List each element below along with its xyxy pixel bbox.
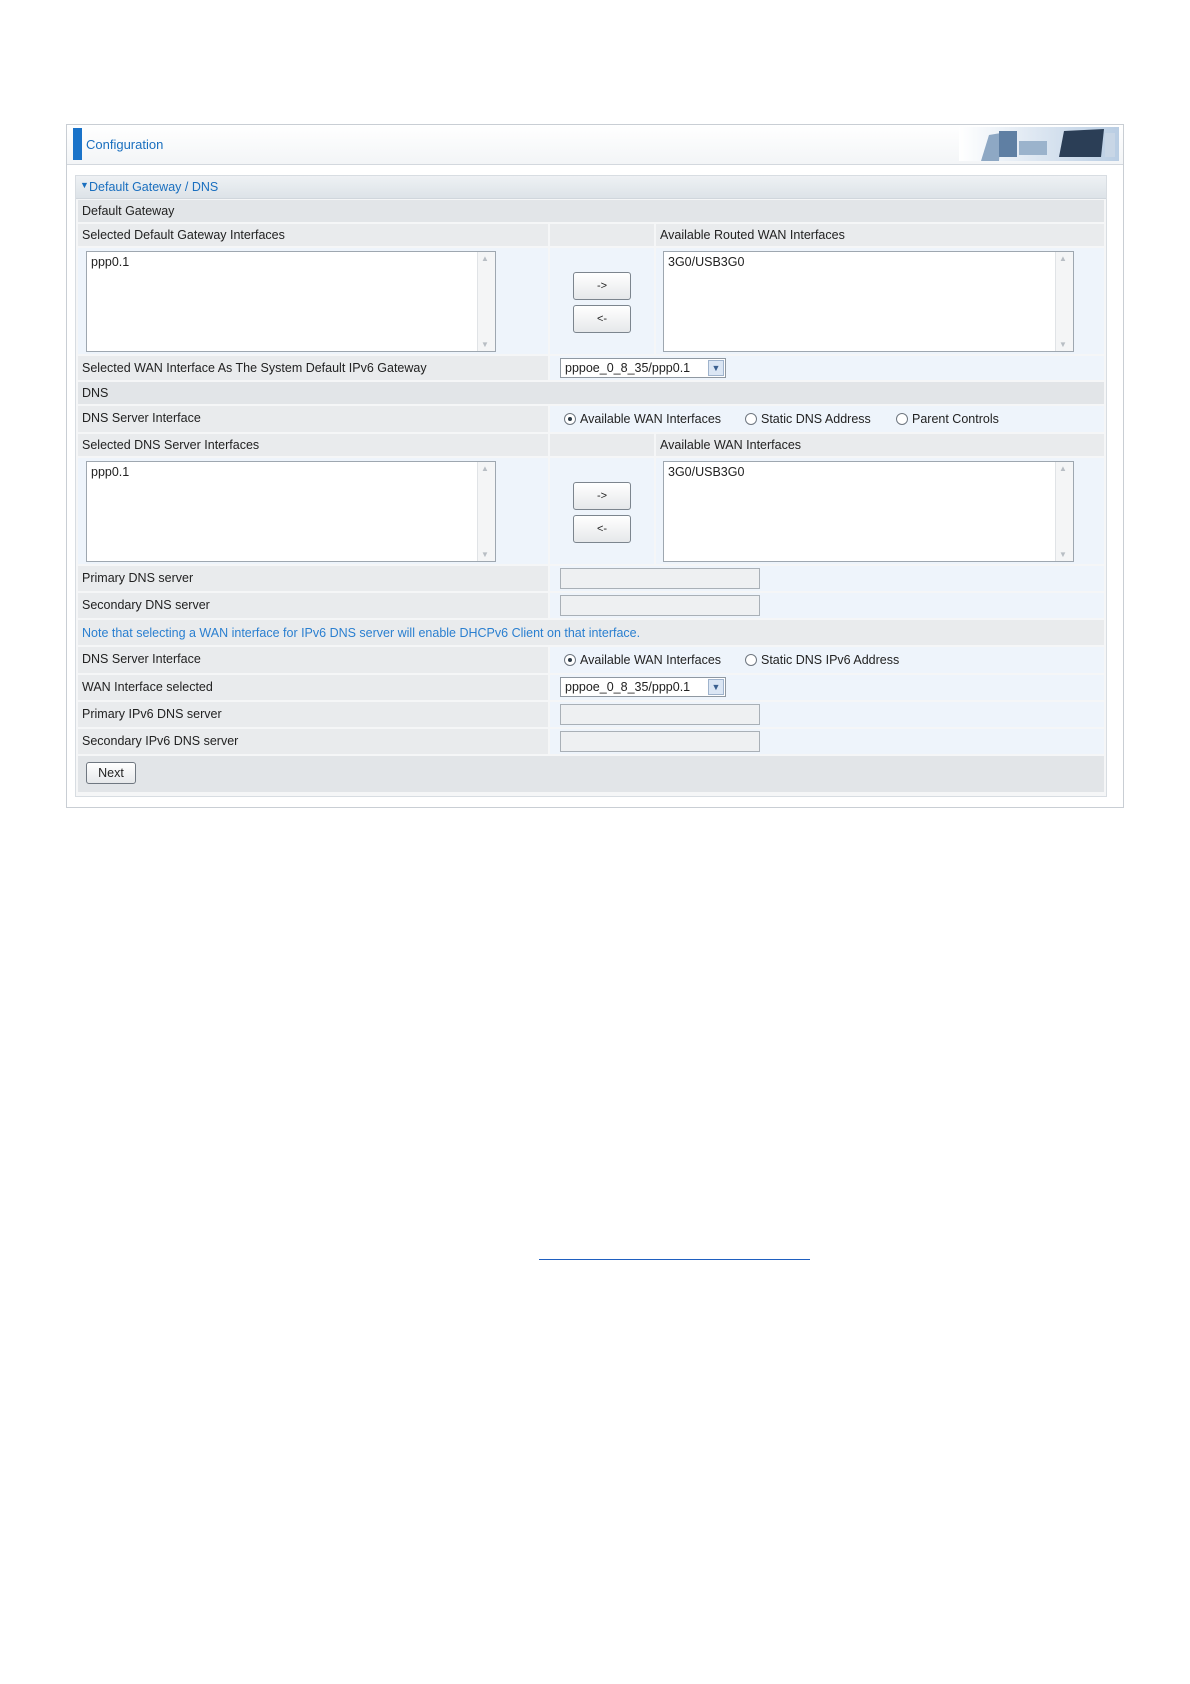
- actions-row: [78, 756, 1104, 792]
- dns-column-labels-row: [78, 434, 1104, 456]
- list-item[interactable]: ppp0.1: [91, 465, 130, 479]
- ipv6-gateway-value: pppoe_0_8_35/ppp0.1: [565, 361, 691, 375]
- title-accent-bar: [73, 128, 82, 160]
- dns-heading: DNS: [82, 386, 109, 400]
- hyperlink-underline[interactable]: [539, 1259, 810, 1260]
- dns-heading-row: [78, 382, 1104, 404]
- radio-parent-controls[interactable]: Parent Controls: [896, 412, 999, 426]
- section-title: Default Gateway / DNS: [89, 180, 219, 194]
- chevron-down-icon[interactable]: ▼: [708, 360, 724, 376]
- ipv6-dns-server-interface-label: DNS Server Interface: [82, 652, 201, 666]
- default-gateway-dns-panel: [75, 175, 1107, 797]
- move-left-button[interactable]: <-: [573, 305, 631, 333]
- ipv6-gateway-select[interactable]: [560, 358, 726, 378]
- wan-interface-select[interactable]: [560, 677, 726, 697]
- title-bar: [67, 125, 1123, 165]
- configuration-window: [66, 124, 1124, 808]
- primary-dns-row: [78, 566, 1104, 591]
- chevron-down-icon[interactable]: ▼: [708, 679, 724, 695]
- wan-interface-selected-label: WAN Interface selected: [82, 680, 213, 694]
- primary-dns-input[interactable]: [560, 568, 760, 589]
- primary-ipv6-dns-input[interactable]: [560, 704, 760, 725]
- list-item[interactable]: 3G0/USB3G0: [668, 465, 745, 479]
- ipv6-gateway-label: Selected WAN Interface As The System Default IPv6 Gateway: [82, 361, 427, 375]
- secondary-dns-input[interactable]: [560, 595, 760, 616]
- wan-interface-selected-row: [78, 675, 1104, 700]
- available-routed-wan-label: Available Routed WAN Interfaces: [660, 228, 845, 242]
- radio-available-wan[interactable]: Available WAN Interfaces: [564, 412, 721, 426]
- radio-checked-icon[interactable]: [564, 654, 576, 666]
- available-routed-wan-listbox[interactable]: [663, 251, 1074, 352]
- ipv6-dns-note-row: [78, 620, 1104, 645]
- available-wan-label: Available WAN Interfaces: [660, 438, 802, 452]
- radio-checked-icon[interactable]: [564, 413, 576, 425]
- primary-ipv6-dns-row: [78, 702, 1104, 727]
- radio-static-dns-ipv6[interactable]: Static DNS IPv6 Address: [745, 653, 899, 667]
- selected-dns-label: Selected DNS Server Interfaces: [82, 438, 260, 452]
- selected-gateway-label: Selected Default Gateway Interfaces: [82, 228, 285, 242]
- scrollbar[interactable]: ▲ ▼: [477, 252, 495, 351]
- secondary-ipv6-dns-input[interactable]: [560, 731, 760, 752]
- page-title: Configuration: [86, 137, 164, 152]
- secondary-ipv6-dns-row: [78, 729, 1104, 754]
- ipv6-dns-note: Note that selecting a WAN interface for IPv6 DNS server will enable DHCPv6 Client on that interface.: [82, 626, 641, 640]
- office-banner-icon: [959, 127, 1119, 161]
- dns-server-interface-row: [78, 406, 1104, 432]
- dns-move-right-button[interactable]: ->: [573, 482, 631, 510]
- ipv6-dns-server-interface-row: [78, 647, 1104, 673]
- scrollbar[interactable]: ▲ ▼: [1055, 462, 1073, 561]
- gateway-column-labels-row: [78, 224, 1104, 246]
- dns-move-left-button[interactable]: <-: [573, 515, 631, 543]
- default-gateway-heading: Default Gateway: [82, 204, 175, 218]
- ipv6-gateway-row: [78, 356, 1104, 380]
- scrollbar[interactable]: ▲ ▼: [1055, 252, 1073, 351]
- dns-server-interface-label: DNS Server Interface: [82, 411, 201, 425]
- selected-gateway-listbox[interactable]: [86, 251, 496, 352]
- default-gateway-heading-row: [78, 200, 1104, 222]
- move-right-button[interactable]: ->: [573, 272, 631, 300]
- next-button[interactable]: Next: [86, 762, 136, 784]
- scrollbar[interactable]: ▲ ▼: [477, 462, 495, 561]
- radio-unchecked-icon[interactable]: [896, 413, 908, 425]
- secondary-dns-row: [78, 593, 1104, 618]
- section-header[interactable]: [76, 176, 1106, 199]
- radio-ipv6-available-wan[interactable]: Available WAN Interfaces: [564, 653, 721, 667]
- collapse-triangle-icon[interactable]: ▼: [80, 180, 89, 190]
- primary-dns-label: Primary DNS server: [82, 571, 194, 585]
- radio-unchecked-icon[interactable]: [745, 654, 757, 666]
- selected-dns-listbox[interactable]: [86, 461, 496, 562]
- list-item[interactable]: ppp0.1: [91, 255, 130, 269]
- secondary-ipv6-dns-label: Secondary IPv6 DNS server: [82, 734, 239, 748]
- list-item[interactable]: 3G0/USB3G0: [668, 255, 745, 269]
- available-wan-listbox[interactable]: [663, 461, 1074, 562]
- radio-static-dns[interactable]: Static DNS Address: [745, 412, 871, 426]
- dns-lists-row: [78, 458, 1104, 564]
- wan-interface-value: pppoe_0_8_35/ppp0.1: [565, 680, 691, 694]
- primary-ipv6-dns-label: Primary IPv6 DNS server: [82, 707, 222, 721]
- radio-unchecked-icon[interactable]: [745, 413, 757, 425]
- secondary-dns-label: Secondary DNS server: [82, 598, 210, 612]
- gateway-lists-row: [78, 248, 1104, 354]
